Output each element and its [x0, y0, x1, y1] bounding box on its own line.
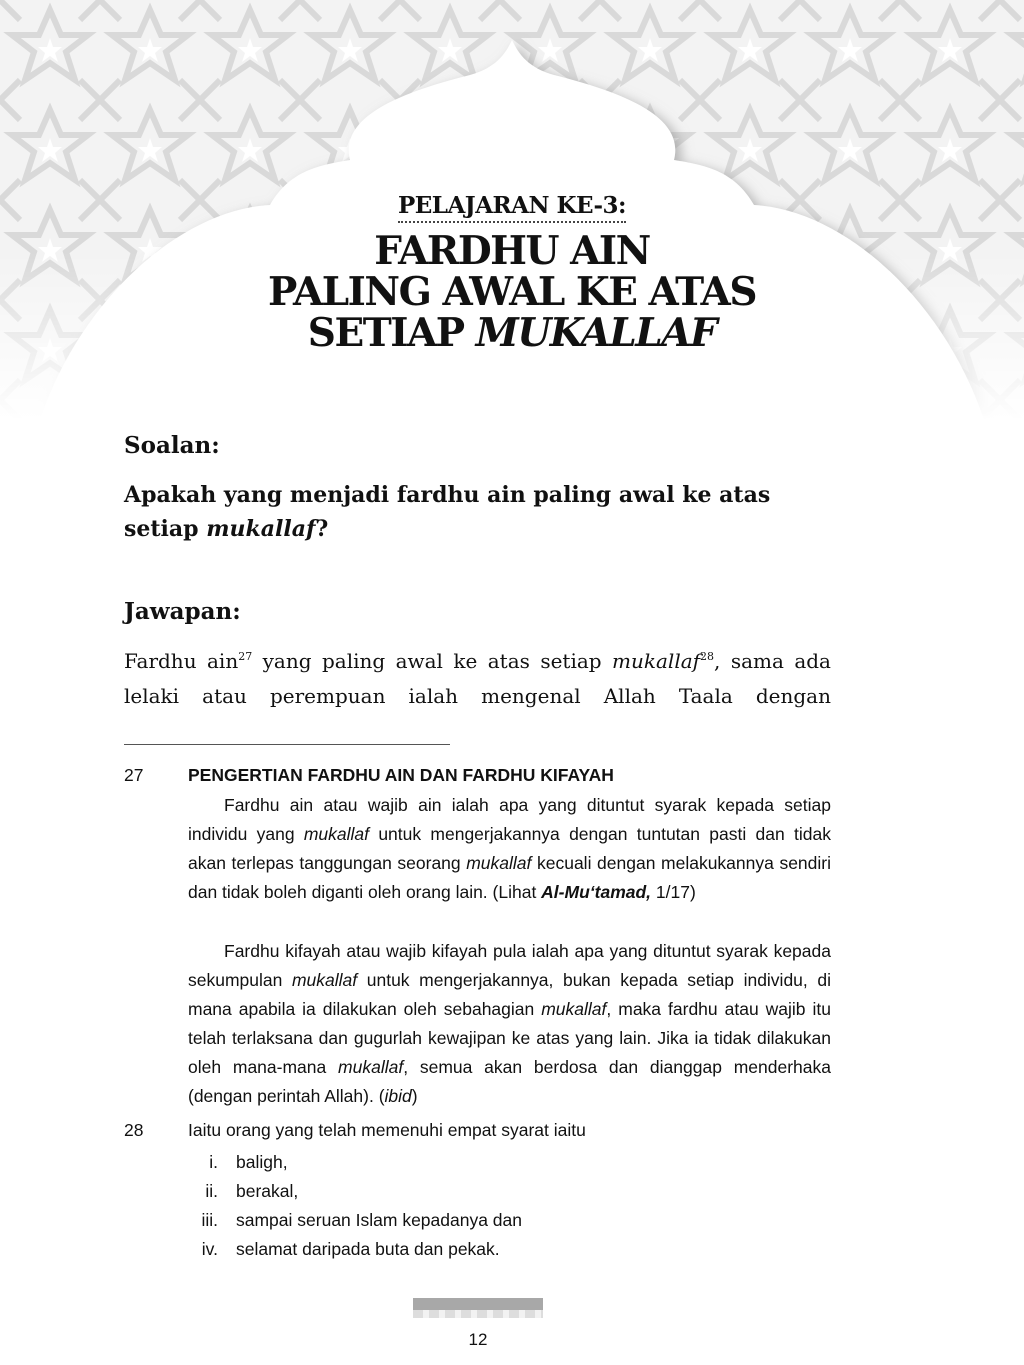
text: , semua akan berdosa dan dianggap menderhaka (dengan perintah Allah). ( [188, 1057, 831, 1106]
list-text: baligh, [236, 1152, 288, 1172]
italic-text: mukallaf [466, 853, 532, 873]
italic-text: mukallaf [612, 649, 701, 673]
answer-label: Jawapan: [124, 598, 241, 625]
italic-text: mukallaf [303, 824, 370, 844]
italic-text: mukallaf [291, 970, 358, 990]
text: ) [411, 1086, 418, 1106]
text: kecuali dengan melakukannya sendiri dan tidak boleh diganti oleh orang lain. (Lihat [188, 853, 831, 902]
footnote-intro: Iaitu orang yang telah memenuhi empat syarat iaitu [188, 1120, 586, 1140]
italic-text: ibid [384, 1086, 412, 1106]
list-item [188, 1235, 522, 1264]
title-text: SETIAP [307, 310, 476, 356]
citation-title: Al-Mu‘tamad, [541, 882, 652, 902]
footnote-paragraph [188, 937, 831, 1111]
list-item [188, 1206, 522, 1235]
condition-list [188, 1148, 522, 1264]
list-item [188, 1177, 522, 1206]
page-number-ornament [413, 1310, 543, 1318]
text: 1/17) [651, 882, 696, 902]
list-marker: i. [209, 1152, 218, 1172]
page-number-bar [413, 1298, 543, 1310]
text: , sama ada lelaki atau perempuan ialah mengenal Allah Taala dengan [124, 649, 831, 708]
lesson-label: PELAJARAN KE-3: [398, 192, 626, 223]
italic-text: mukallaf [541, 999, 607, 1019]
text: Apakah yang menjadi fardhu ain paling awal ke atas setiap [124, 482, 771, 542]
footnote-number: 27 [124, 765, 144, 785]
list-text: berakal, [236, 1181, 299, 1201]
list-marker: iii. [201, 1210, 218, 1230]
list-marker: ii. [205, 1181, 218, 1201]
title-line [0, 310, 1024, 356]
list-text: selamat daripada buta dan pekak. [236, 1239, 500, 1259]
chapter-title [0, 228, 1024, 356]
footnote-divider [124, 744, 450, 745]
list-text: sampai seruan Islam kepadanya dan [236, 1210, 523, 1230]
footnote-paragraph [188, 791, 831, 907]
footnote-number: 28 [124, 1120, 144, 1140]
title-line: FARDHU AIN [374, 228, 650, 274]
page-number: 12 [468, 1330, 488, 1349]
text: untuk mengerjakannya, bukan kepada setiap individu, di mana apabila ia dilakukan oleh sebahagian [188, 970, 831, 1019]
question-label: Soalan: [124, 432, 220, 459]
chapter-title-block [0, 192, 1024, 354]
answer-text [124, 644, 831, 714]
italic-text: mukallaf [206, 516, 316, 542]
italic-text: mukallaf [338, 1057, 404, 1077]
title-italic: MUKALLAF [475, 310, 717, 356]
footnote-heading: PENGERTIAN FARDHU AIN DAN FARDHU KIFAYAH [188, 765, 614, 785]
list-item [188, 1148, 522, 1177]
title-line: PALING AWAL KE ATAS [268, 269, 756, 315]
footnote-ref[interactable]: 27 [238, 650, 253, 663]
text: Fardhu ain [124, 649, 239, 673]
text: untuk mengerjakannya dengan tuntutan pasti dan tidak akan terlepas tanggungan seorang [188, 824, 831, 873]
text: Fardhu ain atau wajib ain ialah apa yang dituntut syarak kepada setiap individu yang [188, 795, 831, 844]
text: ? [315, 516, 329, 542]
text: Fardhu kifayah atau wajib kifayah pula ialah apa yang dituntut syarak kepada sekumpulan [188, 941, 831, 990]
text: , maka fardhu atau wajib itu telah terlaksana dan gugurlah kewajipan ke atas yang lain. Jika ia tidak dilakukan oleh mana-mana [188, 999, 831, 1077]
footnote-ref[interactable]: 28 [700, 650, 715, 663]
text: yang paling awal ke atas setiap [252, 649, 613, 673]
list-marker: iv. [201, 1239, 218, 1259]
question-text [124, 478, 844, 546]
